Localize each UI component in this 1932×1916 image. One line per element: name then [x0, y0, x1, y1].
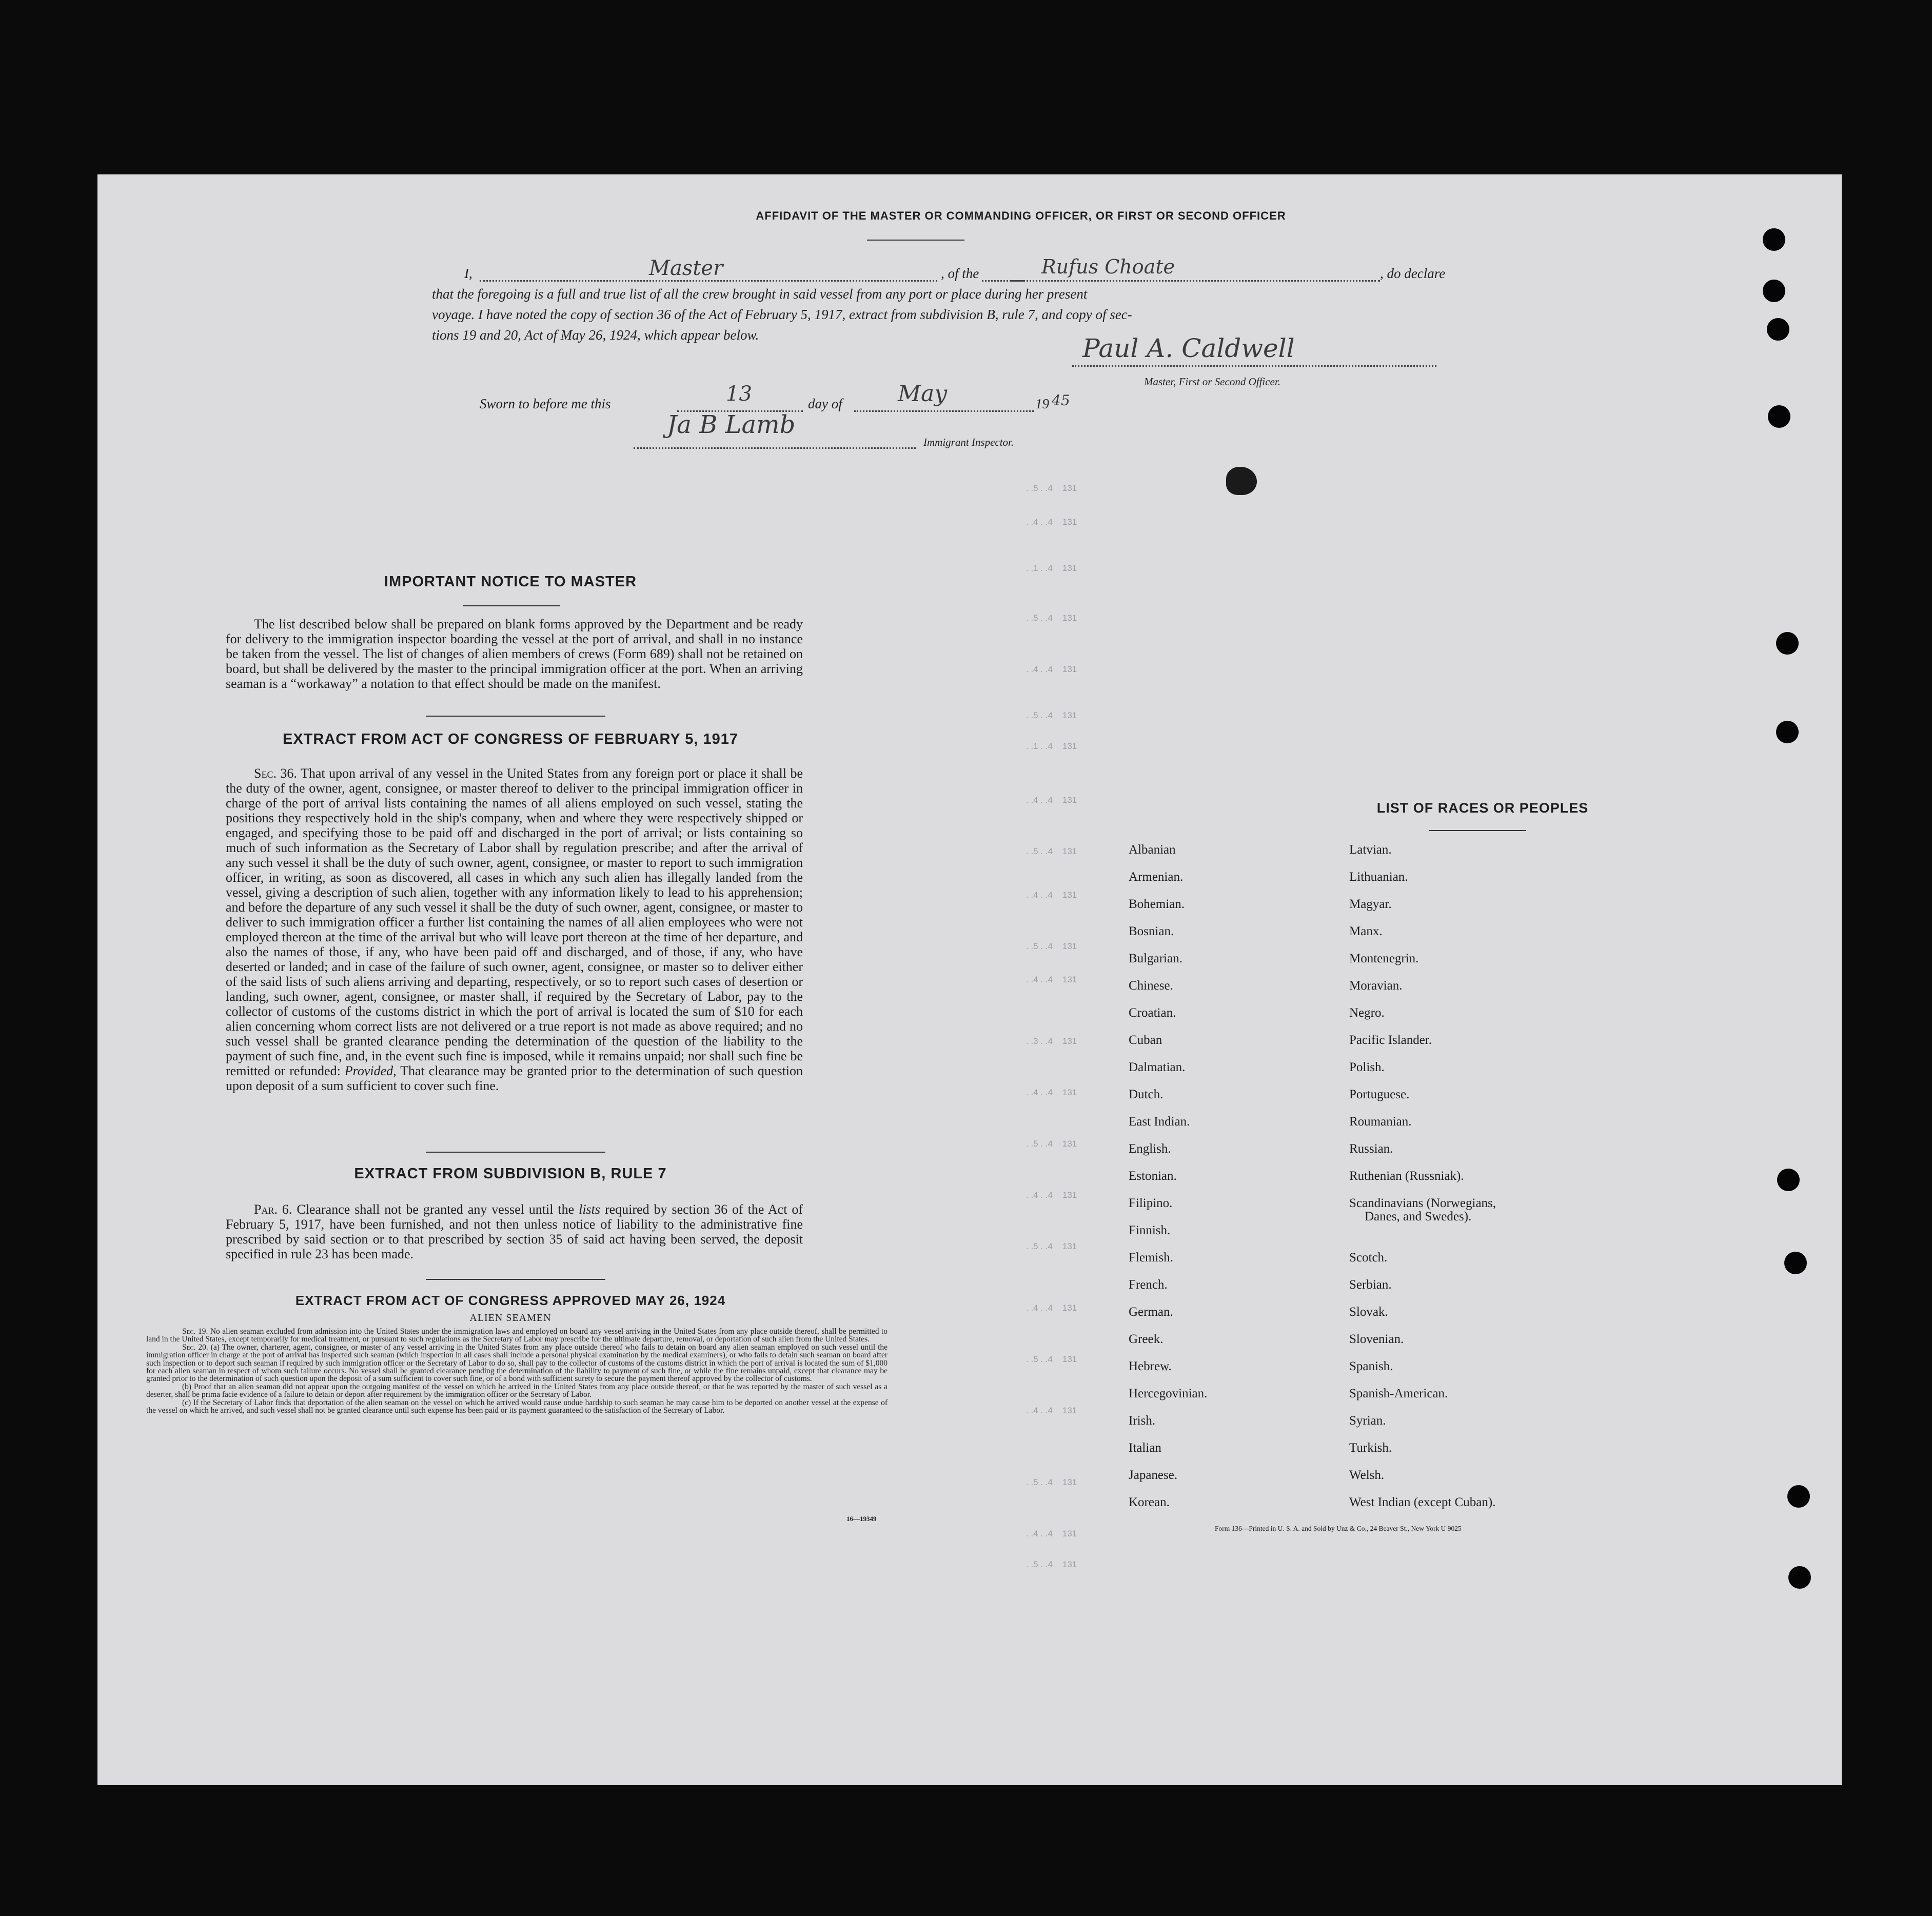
race-item: Syrian. [1349, 1414, 1386, 1428]
sec20a-paragraph [146, 1344, 888, 1383]
race-item: Moravian. [1349, 979, 1403, 993]
rule7-lists-word: lists [579, 1202, 601, 1217]
sec20c-paragraph: (c) If the Secretary of Labor finds that deportation of the alien seaman on the vessel on which he arrived would cause undue hardship to such seaman he may cause him to be deported on another vessel at the expense of the vessel on which he arrived, and such vessel shall not be granted clearance until such expense has been paid or its payment guaranteed to the satisfaction of the Secretary of Labor. [146, 1398, 888, 1415]
rule7-text-a: Clearance shall not be granted any vessel until the [297, 1202, 575, 1217]
race-item: German. [1129, 1305, 1173, 1319]
affidavit-line-2: that the foregoing is a full and true list of all the crew brought in said vessel from any port or place during her present [432, 286, 1088, 302]
races-title-rule [1429, 830, 1526, 831]
print-code: 16—19349 [846, 1515, 877, 1523]
race-item: Armenian. [1129, 870, 1184, 884]
affidavit-line-3: voyage. I have noted the copy of section 36 of the Act of February 5, 1917, extract from subdivision B, rule 7, and copy of sec- [432, 307, 1132, 322]
affidavit-vessel-handwritten: Rufus Choate [1041, 255, 1175, 278]
sec19-label: Sec. 19. [182, 1327, 208, 1336]
binder-hole [1767, 318, 1789, 341]
sworn-day-of: day of [808, 396, 842, 411]
race-item: Danes, and Swedes). [1365, 1210, 1472, 1223]
extract-1917-proviso-label: Provided, [344, 1063, 397, 1078]
binder-hole [1777, 1169, 1800, 1191]
race-item: Magyar. [1349, 897, 1392, 911]
affidavit-line-4: tions 19 and 20, Act of May 26, 1924, which appear below. [432, 327, 759, 343]
notice-title: IMPORTANT NOTICE TO MASTER [384, 574, 637, 590]
affidavit-vessel-line [1011, 280, 1380, 282]
race-item: Spanish. [1349, 1359, 1393, 1373]
race-item: Pacific Islander. [1349, 1033, 1432, 1047]
document-page: AFFIDAVIT OF THE MASTER OR COMMANDING OFFICER, OR FIRST OR SECOND OFFICER I, Master , of the Rufus Choate , do declare that the foregoing is a full and true list of all the crew brought in said vessel from any port or place during her present voyage. I have noted the copy of section 36 of the Act of February 5, 1917, extract from subdivision B, rule 7, and copy of sec- tions 19 and 20, Act of May 26, 1924, which appear below. Paul A. Caldwell Master, First or Second Officer. Sworn to before me this 13 day of May 19 45 Ja B Lamb Immigrant Inspector. IMPORTANT NOTICE TO MASTER The list described below shall be prepared on blank forms approved by the Department and be ready for delivery to the immigration inspector boarding the vessel at the port of arrival, and shall in no instance be taken from the vessel. The list of changes of alien members of crews (Form 689) shall not be retained on board, but shall be delivered by the master to the principal immigration officer at the port. When an arriving seaman is a “workaway” a notation to that effect should be made on the manifest. EXTRACT FROM ACT OF CONGRESS OF FEBRUARY 5, 1917 Sec. 36. That upon arrival of any vessel in the United States from any foreign port or place it shall be the duty of the owner, agent, consignee, or master thereof to deliver to the principal immigration officer in charge of the port of arrival lists containing the names of all aliens employed on such vessel, stating the positions they respectively hold in the ship's company, when and where they were respectively shipped or engaged, and specifying those to be paid off and discharged in the port of arrival; or lists containing so much of such information as the Secretary of Labor shall by regulation prescribe; and after the arrival of any such vessel it shall be the duty of such owner, agent, consignee, or master to report to such immigration officer, in writing, as soon as discovered, all cases in which any such alien has illegally landed from the vessel, giving a description of such alien, together with any information likely to lead to his apprehension; and before the departure of any such vessel it shall be the duty of such owner, agent, consignee, or master to deliver to such immigration officer a further list containing the names of all alien employees who were not employed thereon at the time of the arrival but who will leave port thereon at the time of her departure, and also the names of those, if any, who have been paid off and discharged, and of those, if any, who have deserted or landed; and in case of the failure of such owner, agent, consignee, or master so to deliver either of the said lists of such aliens arriving and departing, respectively, or so to report such cases of desertion or landing, such owner, agent, consignee, or master shall, if required by the Secretary of Labor, pay to the collector of customs of the customs district in which the port of arrival is located the sum of $10 for each alien concerning whom correct lists are not delivered or a true report is not made as above required; and no such vessel shall be granted clearance pending the determination of the question of the liability to the payment of such fine, and, in the event such fine is imposed, while it remains unpaid; nor shall such fine be remitted or refunded: Provided, That clearance may be granted prior to the determination of such question upon deposit of a sum sufficient to cover such fine. EXTRACT FROM SUBDIVISION B, RULE 7 Par. 6. Clearance shall not be granted any vessel until the lists required by section 36 of the Act of February 5, 1917, have been furnished, and not then unless notice of liability to the administrative fine prescribed by said section or to that prescribed by section 35 of said act having been served, the deposit specified in rule 23 has been made. EXTRACT FROM ACT OF CONGRESS APPROVED MAY 26, 1924 ALIEN SEAMEN Sec. 19. No alien seaman excluded from admission into the United States under the immigration laws and employed on board any vessel arriving in the United States from any place outside thereof, shall be permitted to land in the United States, except temporarily for medical treatment, or pursuant to such regulations as the Secretary of Labor may prescribe for the ultimate departure, removal, or deportation of such alien from the United States. Sec. 20. (a) The owner, charterer, agent, consignee, or master of any vessel arriving in the United States from any place outside thereof who fails to detain on board any alien seaman employed on such vessel until the immigration officer in charge at the port of arrival has inspected such seaman (which inspection in all cases shall include a personal physical examination by the medical examiners), or who fails to detain such seaman on board after such inspection or to deport such seaman if required by such immigration officer or the Secretary of Labor to do so, shall pay to the collector of customs of the customs district in which the port of arrival is located the sum of $1,000 for each alien seaman in respect of whom such failure occurs. No vessel shall be granted clearance pending the determination of the liability to payment of such fine, or while the fine remains unpaid, except that clearance may be granted prior to the determination of such question upon the deposit of a sum sufficient to cover such fine, or of a bond with sufficient surety to secure the payment thereof approved by the collector of customs. (b) Proof that an alien seaman did not appear upon the outgoing manifest of the vessel on which he arrived in the United States from any place outside thereof, or that he was reported by the master of such vessel as a deserter, shall be prima facie evidence of a failure to detain or deport after requirement by the immigration officer or the Secretary of Labor. (c) If the Secretary of Labor finds that deportation of the alien seaman on the vessel on which he arrived would cause undue hardship to such seaman he may cause him to be deported on another vessel at the expense of the vessel on which he arrived, and such vessel shall not be granted clearance until such expense has been paid or its payment guaranteed to the satisfaction of the Secretary of Labor. 16—19349 . .5 . .4 131 . .4 . .4 131 . .1 . .4 131 . .5 . .4 131 . .4 . .4 131 . .5 . .4 131 . .1 . .4 131 . .4 . .4 131 . .5 . .4 131 . .4 . .4 131 . .5 . .4 131 . .4 . .4 131 . .3 . .4 131 . .4 . .4 131 . .5 . .4 131 . .4 . .4 131 . .5 . .4 131 . .4 . .4 131 . .5 . .4 131 . .4 . .4 131 . .5 . .4 131 . .4 . .4 131 . .5 . .4 131 LIST OF RACES OR PEOPLES Albanian Armenian. Bohemian. Bosnian. Bulgarian. Chinese. Croatian. Cuban Dalmatian. Dutch. East Indian. English. Estonian. Filipino. Finnish. Flemish. French. German. Greek. Hebrew. Hercegovinian. Irish. Italian Japanese. Korean. Latvian. Lithuanian. Magyar. Manx. Montenegrin. Moravian. Negro. Pacific Islander. Polish. Portuguese. Roumanian. Russian. Ruthenian (Russniak). Scandinavians (Norwegians, Danes, and Swedes). Scotch. Serbian. Slovak. Slovenian. Spanish. Spanish-American. Syrian. Turkish. Welsh. West Indian (except Cuban). Form 136—Printed in U. S. A. and Sold by Unz & Co., 24 Beaver St., New York U 9025 [97, 174, 1842, 1785]
race-item: English. [1129, 1142, 1171, 1156]
inspector-signature: Ja B Lamb [667, 410, 796, 439]
inspector-signature-line [634, 447, 916, 449]
race-item: Russian. [1349, 1142, 1393, 1156]
notice-title-rule [463, 605, 560, 606]
rule7-end-rule [426, 1279, 605, 1280]
sworn-label: Sworn to before me this [480, 396, 611, 411]
race-item: Dutch. [1129, 1088, 1164, 1101]
rule7-title: EXTRACT FROM SUBDIVISION B, RULE 7 [354, 1166, 667, 1182]
race-item: Korean. [1129, 1495, 1170, 1509]
race-item: Albanian [1129, 843, 1176, 857]
race-item: Slovak. [1349, 1305, 1388, 1319]
race-item: Manx. [1349, 924, 1383, 938]
extract-1917-sec-label: Sec. 36. [254, 766, 297, 781]
sec20-label: Sec. 20. [182, 1342, 208, 1352]
races-title: LIST OF RACES OR PEOPLES [1376, 800, 1589, 816]
race-item: Lithuanian. [1349, 870, 1408, 884]
race-item: Filipino. [1129, 1196, 1173, 1210]
rule7-body [226, 1202, 803, 1261]
sec20a-text: (a) The owner, charterer, agent, consignee, or master of any vessel arriving in the United States from any place outside thereof who fails to detain on board any alien seaman employed on such vessel until the immigration officer in charge at the port of arrival has inspected such seaman (which inspection in all cases shall include a personal physical examination by the medical examiners), or who fails to detain such seaman on board after such inspection or to deport such seaman if required by such immigration officer or the Secretary of Labor to do so, shall pay to the collector of customs of the customs district in which the port of arrival is located the sum of $1,000 for each alien seaman in respect of whom such failure occurs. No vessel shall be granted clearance pending the determination of the liability to payment of such fine, or while the fine remains unpaid, except that clearance may be granted prior to the determination of such question upon the deposit of a sum sufficient to cover such fine, or of a bond with sufficient surety to secure the payment thereof approved by the collector of customs. [146, 1342, 888, 1384]
sworn-month-handwritten: May [898, 381, 948, 407]
rule7-par-label: Par. 6. [254, 1202, 292, 1217]
race-item: Bohemian. [1129, 897, 1185, 911]
binder-hole [1763, 228, 1785, 251]
race-item: Turkish. [1349, 1441, 1392, 1455]
extract-1917-body [226, 766, 803, 1093]
extract-1917-text: That upon arrival of any vessel in the United States from any foreign port or place it shall be the duty of the owner, agent, consignee, or master thereof to deliver to the principal immigration officer in charge of the port of arrival lists containing the names of all aliens employed on such vessel, stating the positions they respectively hold in the ship's company, when and where they were respectively shipped or engaged, and specifying those to be paid off and discharged in the port of arrival; or lists containing so much of such information as the Secretary of Labor shall by regulation prescribe; and after the arrival of any such vessel it shall be the duty of such owner, agent, consignee, or master to report to such immigration officer, in writing, as soon as discovered, all cases in which any such alien has illegally landed from the vessel, giving a description of such alien, together with any information likely to lead to his apprehension; and before the departure of any such vessel it shall be the duty of such owner, agent, consignee, or master to deliver to such immigration officer a further list containing the names of all alien employees who were not employed thereon at the time of the arrival but who will leave port thereon at the time of her departure, and also the names of those, if any, who have been paid off and discharged, and of those, if any, who have deserted or landed; and in case of the failure of such owner, agent, consignee, or master so to deliver either of the said lists of such aliens arriving and departing, respectively, or so to report such cases of desertion or landing, such owner, agent, consignee, or master shall, if required by the Secretary of Labor, pay to the collector of customs of the customs district in which the port of arrival is located the sum of $10 for each alien concerning whom correct lists are not delivered or a true report is not made as above required; and no such vessel shall be granted clearance pending the determination of the question of the liability to the payment of such fine, and, in the event such fine is imposed, while it remains unpaid; nor shall such fine be remitted or refunded: [226, 766, 803, 1078]
race-item: East Indian. [1129, 1115, 1190, 1129]
race-item: Flemish. [1129, 1251, 1173, 1265]
race-item: Greek. [1129, 1332, 1164, 1346]
sworn-year-handwritten: 45 [1052, 392, 1070, 409]
race-item: Latvian. [1349, 843, 1392, 857]
sec20b-paragraph: (b) Proof that an alien seaman did not appear upon the outgoing manifest of the vessel on which he arrived in the United States from any place outside thereof, or that he was reported by the master of such vessel as a deserter, shall be prima facie evidence of a failure to detain or deport after requirement by the immigration officer or the Secretary of Labor. [146, 1382, 888, 1399]
race-item: Montenegrin. [1349, 952, 1419, 965]
race-item: Spanish-American. [1349, 1387, 1448, 1400]
extract-1917-proviso: That clearance may be granted prior to the determination of such question upon deposit of a sum sufficient to cover such fine. [226, 1063, 803, 1093]
race-item: Scotch. [1349, 1251, 1388, 1265]
race-item: Slovenian. [1349, 1332, 1404, 1346]
race-item: Irish. [1129, 1414, 1156, 1428]
race-item: Chinese. [1129, 979, 1173, 993]
race-item: Bulgarian. [1129, 952, 1182, 965]
race-item: Japanese. [1129, 1468, 1178, 1482]
race-item: Scandinavians (Norwegians, [1349, 1196, 1496, 1210]
race-item: Finnish. [1129, 1223, 1171, 1237]
ink-blot [1226, 467, 1257, 495]
rule7-text-b: required by section 36 of the Act of February 5, 1917, have been furnished, and not then unless notice of liability to the administrative fine prescribed by said section or to that prescribed by section 35 of said act having been served, the deposit specified in rule 23 has been made. [226, 1202, 803, 1261]
race-item: West Indian (except Cuban). [1349, 1495, 1496, 1509]
sworn-month-line [854, 410, 1034, 412]
race-item: Roumanian. [1349, 1115, 1412, 1129]
sworn-day-handwritten: 13 [726, 382, 752, 406]
affidavit-title: AFFIDAVIT OF THE MASTER OR COMMANDING OFFICER, OR FIRST OR SECOND OFFICER [756, 209, 1286, 222]
form-print-note: Form 136—Printed in U. S. A. and Sold by Unz & Co., 24 Beaver St., New York U 9025 [1215, 1525, 1462, 1532]
race-item: Cuban [1129, 1033, 1162, 1047]
extract-1924-title: EXTRACT FROM ACT OF CONGRESS APPROVED MAY 26, 1924 [295, 1293, 726, 1308]
binder-hole [1787, 1485, 1810, 1508]
extract-1917-end-rule [426, 1152, 605, 1153]
race-item: Bosnian. [1129, 924, 1174, 938]
notice-end-rule [426, 716, 605, 717]
affidavit-do-declare: , do declare [1380, 266, 1446, 281]
sworn-year-prefix: 19 [1035, 396, 1049, 411]
binder-hole [1776, 721, 1799, 743]
affidavit-master-handwritten: Master [649, 256, 723, 280]
master-signature-line [1072, 365, 1436, 367]
race-item: Serbian. [1349, 1278, 1392, 1292]
extract-1924-body [146, 1328, 888, 1414]
extract-1917-title: EXTRACT FROM ACT OF CONGRESS OF FEBRUARY 5, 1917 [282, 731, 739, 747]
race-item: Ruthenian (Russniak). [1349, 1169, 1464, 1183]
binder-hole [1768, 405, 1790, 428]
affidavit-of-the: , of the [939, 266, 981, 282]
binder-hole [1788, 1566, 1811, 1589]
notice-body: The list described below shall be prepared on blank forms approved by the Department and be ready for delivery to the immigration inspector boarding the vessel at the port of arrival, and shall in no instance be taken from the vessel. The list of changes of alien members of crews (Form 689) shall not be retained on board, but shall be delivered by the master to the principal immigration officer at the port. When an arriving seaman is a “workaway” a notation to that effect should be made on the manifest. [226, 617, 803, 691]
race-item: Estonian. [1129, 1169, 1177, 1183]
race-item: Hercegovinian. [1129, 1387, 1208, 1400]
race-item: Polish. [1349, 1060, 1385, 1074]
race-item: French. [1129, 1278, 1168, 1292]
binder-hole [1776, 632, 1799, 655]
binder-hole [1784, 1252, 1807, 1274]
race-item: Negro. [1349, 1006, 1385, 1020]
master-caption: Master, First or Second Officer. [1144, 376, 1280, 388]
master-signature: Paul A. Caldwell [1082, 333, 1295, 363]
race-item: Hebrew. [1129, 1359, 1172, 1373]
race-item: Dalmatian. [1129, 1060, 1186, 1074]
binder-hole [1763, 280, 1785, 302]
race-item: Welsh. [1349, 1468, 1385, 1482]
affidavit-title-rule [867, 240, 964, 241]
extract-1924-subtitle: ALIEN SEAMEN [469, 1312, 551, 1324]
race-item: Croatian. [1129, 1006, 1176, 1020]
affidavit-i-label: I, [464, 266, 472, 281]
sec19-text: No alien seaman excluded from admission into the United States under the immigration laws and employed on board any vessel arriving in the United States from any place outside thereof, shall be permitted to land in the United States, except temporarily for medical treatment, or pursuant to such regulations as the Secretary of Labor may prescribe for the ultimate departure, removal, or deportation of such alien from the United States. [146, 1327, 888, 1344]
race-item: Portuguese. [1349, 1088, 1410, 1101]
sec19-paragraph [146, 1328, 888, 1344]
race-item: Italian [1129, 1441, 1161, 1455]
inspector-caption: Immigrant Inspector. [923, 436, 1014, 448]
